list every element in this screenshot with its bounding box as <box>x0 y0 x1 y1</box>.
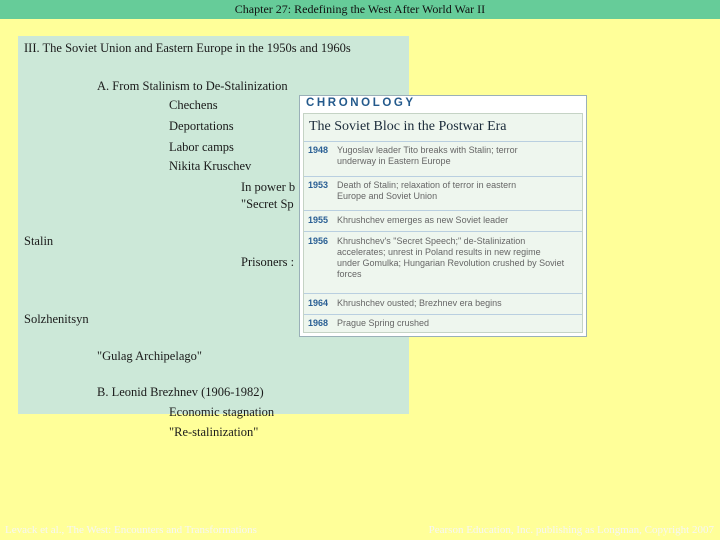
event-line: Prague Spring crushed <box>337 318 430 328</box>
kruschev-sub-secret-speech: "Secret Sp <box>241 197 294 211</box>
event-line: accelerates; unrest in Poland results in new regime <box>337 247 541 257</box>
chronology-event <box>337 298 577 309</box>
outline-item-deportations: Deportations <box>169 119 234 133</box>
footer-citation: Levack et al., The West: Encounters and Transformations <box>5 524 257 536</box>
event-line: under Gomulka; Hungarian Revolution crushed by Soviet forces <box>337 258 565 279</box>
outline-item-solzhenitsyn: Solzhenitsyn <box>24 312 89 326</box>
chronology-year: 1968 <box>308 318 329 328</box>
outline-item-economic-stagnation: Economic stagnation <box>169 405 275 419</box>
section-b-heading: B. Leonid Brezhnev (1906-1982) <box>97 385 264 399</box>
chronology-divider <box>304 141 582 142</box>
chronology-event <box>337 145 577 167</box>
chronology-event <box>337 215 577 226</box>
chronology-divider <box>304 293 582 294</box>
chronology-year: 1955 <box>308 215 329 225</box>
chronology-entry <box>304 236 582 298</box>
chronology-title: The Soviet Bloc in the Postwar Era <box>309 119 507 134</box>
chronology-year: 1948 <box>308 145 329 155</box>
chronology-divider <box>304 314 582 315</box>
chronology-entry <box>304 318 582 332</box>
chronology-year: 1956 <box>308 236 329 246</box>
chronology-year: 1964 <box>308 298 329 308</box>
chapter-title: Chapter 27: Redefining the West After World War II <box>234 2 486 16</box>
chronology-entry <box>304 298 582 312</box>
outline-item-stalin: Stalin <box>24 234 54 248</box>
chronology-label: CHRONOLOGY <box>306 97 416 109</box>
event-line: underway in Eastern Europe <box>337 156 451 166</box>
chronology-event <box>337 180 577 202</box>
outline-item-chechens: Chechens <box>169 98 218 112</box>
chronology-divider <box>304 210 582 211</box>
outline-item-kruschev: Nikita Kruschev <box>169 159 252 173</box>
chronology-entry <box>304 215 582 229</box>
event-line: Khrushchev ousted; Brezhnev era begins <box>337 298 502 308</box>
outline-item-prisoners: Prisoners : <box>241 255 295 269</box>
chronology-entry <box>304 180 582 206</box>
outline-item-labor-camps: Labor camps <box>169 140 234 154</box>
chronology-panel <box>303 113 583 333</box>
chronology-divider <box>304 231 582 232</box>
event-line: Europe and Soviet Union <box>337 191 438 201</box>
event-line: Khrushchev's "Secret Speech;" de-Stalinization <box>337 236 526 246</box>
event-line: Khrushchev emerges as new Soviet leader <box>337 215 509 225</box>
outline-item-re-stalinization: "Re-stalinization" <box>169 425 259 439</box>
section-a-heading: A. From Stalinism to De-Stalinization <box>97 79 288 93</box>
outline-item-gulag: "Gulag Archipelago" <box>97 349 202 363</box>
chronology-entry <box>304 145 582 175</box>
chronology-box <box>299 95 587 337</box>
event-line: Death of Stalin; relaxation of terror in eastern <box>337 180 517 190</box>
slide-header <box>0 0 720 19</box>
chronology-event <box>337 318 577 329</box>
event-line: Yugoslav leader Tito breaks with Stalin; terror <box>337 145 518 155</box>
chronology-year: 1953 <box>308 180 329 190</box>
outline-heading: III. The Soviet Union and Eastern Europe in the 1950s and 1960s <box>24 41 351 55</box>
kruschev-sub-in-power: In power b <box>241 180 296 194</box>
chronology-event <box>337 236 577 280</box>
chronology-divider <box>304 176 582 177</box>
footer-copyright: Pearson Education, Inc. publishing as Longman, Copyright 2007 <box>428 524 714 536</box>
